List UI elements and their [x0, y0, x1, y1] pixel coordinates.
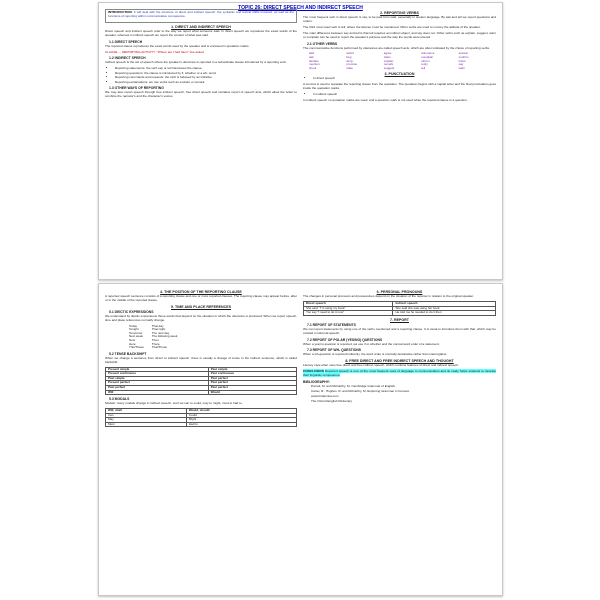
paragraph: The communicative functions performed by utterances are called speech acts, which are often indicated by the choice of reporting verbs. [303, 45, 490, 50]
paragraph: When a wh-question is reported indirectly, the word order is normally declarative rather than interrogative. [303, 352, 448, 357]
subsection-heading: 1.2 INDIRECT SPEECH [109, 56, 146, 61]
table-cell: Tomorrow [129, 330, 143, 335]
bullet-list [313, 77, 496, 81]
table-row [125, 346, 181, 350]
reporting-verb: tell [421, 65, 426, 70]
paragraph: We can report statements by using one of the verbs mentioned and a reporting clause. It is usual to introduce them with that, which may be omitted in informal speech. [303, 326, 496, 335]
table-cell: Past perfect [106, 385, 209, 390]
bibliography-heading: BIBLIOGRAPHY: [303, 380, 330, 385]
subsection-heading: 5.1 DEICTIC EXPRESSIONS [109, 309, 154, 314]
reporting-verb: explain [383, 58, 394, 63]
tense-backshift-table [105, 367, 297, 396]
conclusion-heading: CONCLUSION [303, 369, 324, 374]
reporting-verb: beg [346, 55, 352, 60]
reporting-verb: declare [309, 58, 319, 63]
subsection-heading: 7.3 REPORT OF WH- QUESTIONS [307, 348, 362, 353]
table-cell: Indirect speech [393, 301, 496, 306]
list-item: • Reporting statements: the verb say or tell introduces the clause. [115, 67, 297, 71]
document-page-1 [98, 2, 503, 280]
section-heading: 5. TIME AND PLACE REFERENCES [171, 304, 231, 309]
table-row [106, 390, 297, 395]
paragraph: Modals: many modals change in indirect speech, such as can to could, may to might, must to had to. [105, 401, 243, 406]
table-cell: Can [106, 413, 187, 418]
reporting-verb: announce [421, 51, 435, 56]
reporting-verb: agree [383, 51, 392, 56]
reporting-verb: shout [309, 65, 317, 70]
page1-right-column [303, 9, 496, 279]
list-item: • Reporting questions: the clause is introduced by if, whether or a wh- word. [115, 72, 297, 76]
table-cell: You say "I need to do it now" [304, 311, 393, 316]
table-cell: Would [208, 390, 296, 395]
table-cell: Next week [129, 334, 144, 339]
table-cell: May [106, 418, 187, 423]
paragraph: Indirect speech is the act of speech where the speaker's utterance is reported in a subordinate clause introduced by a reporting verb. [105, 60, 287, 65]
subsection-heading: 7.2 REPORT OF POLAR (YES/NO) QUESTIONS [307, 337, 383, 342]
introduction-text: It will deal with the structure of direct and indirect speech, the syntactic and lexical shifts involved, as well as the functions of reporting within communicative competence. [108, 10, 294, 18]
table-cell: Today [129, 323, 138, 328]
table-cell: There [151, 341, 160, 346]
table-row [304, 311, 496, 316]
section-heading: 1. DIRECT AND INDIRECT SPEECH [171, 24, 231, 29]
paragraph: The changes in personal pronouns and possessives depend on the situation of the reporter in relation to the original speaker. [303, 294, 474, 298]
table-row [106, 422, 297, 427]
section-heading: 2. REPORTING VERBS [380, 11, 419, 15]
bibliography-list [311, 385, 496, 404]
reporting-verb: complain [421, 55, 434, 60]
table-cell: She said: "I'm using my book" [304, 306, 393, 311]
reporting-verb: inform [421, 58, 430, 63]
table-cell: Must [106, 422, 187, 427]
table-cell: Past continuous [208, 372, 296, 377]
reporting-verb: answer [458, 51, 469, 56]
paragraph: When we change a sentence from direct to indirect speech, there is usually a change of tense in the indirect sentence, which is called backshift. [105, 355, 297, 364]
table-cell: Past perfect [208, 385, 296, 390]
table-cell: Past perfect [208, 381, 296, 386]
introduction-box: INTRODUCTION: It will deal with the structure of direct and indirect speech, the syntactic and lexical shifts involved, as well as the functions of reporting within communicative competence. [105, 9, 297, 23]
table-cell: Past simple [208, 367, 296, 372]
reporting-verb: claim [383, 55, 391, 60]
reporting-verb: warn [458, 65, 466, 70]
page2-right-column [303, 288, 496, 595]
subsection-heading: 1.1 DIRECT SPEECH [109, 39, 143, 44]
paragraph: A reported speech sentence consists of a reporting clause and one or more reported clauses. The reporting clause may appear before, after or in the middle of the reported clause. [105, 294, 297, 302]
deixis-table [125, 325, 181, 350]
list-item: • www.britannica.com [311, 395, 496, 399]
paragraph: We may also report speech through free indirect speech, free direct speech and narrative report of speech acts, which allow the writer to combine the narrator's and the character's voices. [105, 90, 297, 99]
table-cell: Could [186, 413, 296, 418]
page2-left-column [105, 288, 297, 595]
paragraph: The most frequent verb in direct speech is say, to be past form said, especially in spoken language. By ask and tell we report questions and orders. [303, 15, 496, 23]
reporting-verb: state [346, 65, 353, 70]
list-item: • Carter, R., Hughes, R. and McCarthy, M. Exploring Grammar in Context. [311, 390, 496, 394]
example-line: CLAUSE → REPORTING ACTIVITY: "Where are I had them" she asked [105, 49, 204, 54]
table-cell: The next day [151, 330, 170, 335]
list-item: • In indirect speech [313, 93, 496, 97]
reporting-verb: deny [346, 58, 353, 63]
subsection-heading: 5.2 TENSE BACKSHIFT [109, 351, 147, 356]
table-cell: Will, shall [106, 409, 187, 414]
page1-left-column [105, 9, 297, 279]
table-cell: That/Those [151, 345, 168, 350]
section-heading: 3. PUNCTUATION [384, 72, 415, 77]
reporting-verb: confirm [458, 55, 469, 60]
section-heading: 4. THE POSITION OF THE REPORTING CLAUSE [160, 290, 242, 294]
table-cell: That day [151, 323, 164, 328]
table-cell: Present perfect [106, 381, 209, 386]
pronouns-table [303, 301, 496, 316]
conclusion-text: Reported speech is one of the most frequent uses of language in communication and its study helps students to develop their linguistic competence. [303, 369, 496, 378]
table-cell: This/These [129, 345, 144, 350]
document-page-2 [98, 283, 503, 596]
paragraph: Literary style often uses free direct and free indirect speech, which combine features of direct and indirect speech. [303, 363, 459, 368]
paragraph: The reported clause reproduces the exact words used by the speaker and is enclosed in quotation marks. [105, 43, 250, 48]
table-cell: She said she was using her book [393, 306, 496, 311]
table-cell: Present continuous [106, 372, 209, 377]
table-cell: Present simple [106, 367, 209, 372]
list-item: • The Oxford English Dictionary [311, 400, 496, 404]
table-cell: The following week [151, 334, 178, 339]
reporting-verb: reply [421, 62, 428, 67]
paragraph: The main difference between say and tell is that tell requires an indirect object, and say does not. Other verbs such as explain, suggest, warn or complain can be used to report the speaker's purpose and the way the words were uttered. [303, 30, 496, 39]
list-item: • Reporting exclamations: we use verbs such as exclaim or remark. [115, 81, 297, 85]
reporting-verb: say [458, 62, 464, 67]
list-item: • Parrott, M. and McCarthy, M. Cambridge Grammar of English. [311, 385, 496, 389]
reporting-verb: ask [309, 55, 314, 60]
reporting-verb: admit [346, 51, 354, 56]
table-cell: Might [186, 418, 296, 423]
subsection-heading: 1.3 OTHER WAYS OF REPORTING [109, 86, 164, 91]
table-cell: Past simple [106, 376, 209, 381]
paragraph: A comma is used to separate the reporting clause from the quotation. The quotation begins with a capital letter and the final punctuation goes inside the quotation marks. [303, 82, 496, 91]
reporting-verb: remark [383, 62, 394, 67]
reporting-verb: mention [309, 62, 320, 67]
reporting-verb: suggest [383, 65, 395, 70]
section-heading: 7. REPORT [390, 317, 409, 322]
section-heading: 8. FREE DIRECT AND FREE INDIRECT SPEECH AND THOUGHT [345, 359, 454, 364]
modals-table [105, 408, 297, 427]
subsection-heading: 7.1 REPORT OF STATEMENTS [307, 322, 356, 327]
table-cell: Will [106, 390, 209, 395]
subsection-heading: 5.3 MODALS [109, 397, 130, 402]
introduction-heading: INTRODUCTION [108, 10, 132, 14]
reporting-verbs-grid [309, 52, 496, 70]
paragraph: The third most used verb is tell, where the listener must be mentioned. Other verbs are used to convey the attitude of the speaker. [303, 24, 481, 29]
paragraph: We understand by deictic expressions those words that depend on the situation in which the utterance is produced. When we report speech, time and place references normally change. [105, 313, 297, 322]
reporting-verb: add [309, 51, 315, 56]
bullet-list [313, 93, 496, 97]
reporting-verb: promise [346, 62, 358, 67]
reporting-verb: insist [458, 58, 466, 63]
table-cell: Then [151, 338, 159, 342]
table-cell: Tonight [129, 327, 139, 332]
table-cell: That night [151, 327, 166, 332]
paragraph: In indirect speech no quotation marks are used, and a question mark is not used when the reported clause is a question. [303, 98, 468, 103]
page-title: TOPIC 26: DIRECT SPEECH AND INDIRECT SPEECH [238, 5, 363, 11]
table-cell: Direct speech [304, 301, 393, 306]
section-heading: 6. PERSONAL PRONOUNS [376, 290, 423, 294]
list-item: • In direct speech [313, 77, 496, 81]
subsection-heading: 2.1 OTHER VERBS [307, 41, 338, 46]
bullet-list [115, 67, 297, 84]
table-cell: Now [129, 338, 136, 342]
table-cell: Past perfect [208, 376, 296, 381]
list-item: • Reporting commands and requests: the verb is followed by an infinitive. [115, 76, 297, 80]
table-cell: He told me he needed to do it then [393, 311, 496, 316]
table-cell: Would, should [186, 409, 296, 414]
paragraph: Direct speech and indirect speech refer to the way we report what someone said. In direct speech we reproduce the exact words of the speaker, whereas in indirect speech we report the content of what was said. [105, 28, 297, 37]
table-cell: Had to [186, 422, 296, 427]
table-cell: Here [129, 341, 136, 346]
paragraph: When a yes/no question is reported, we use if or whether and the normal word order of a statement. [303, 341, 440, 346]
